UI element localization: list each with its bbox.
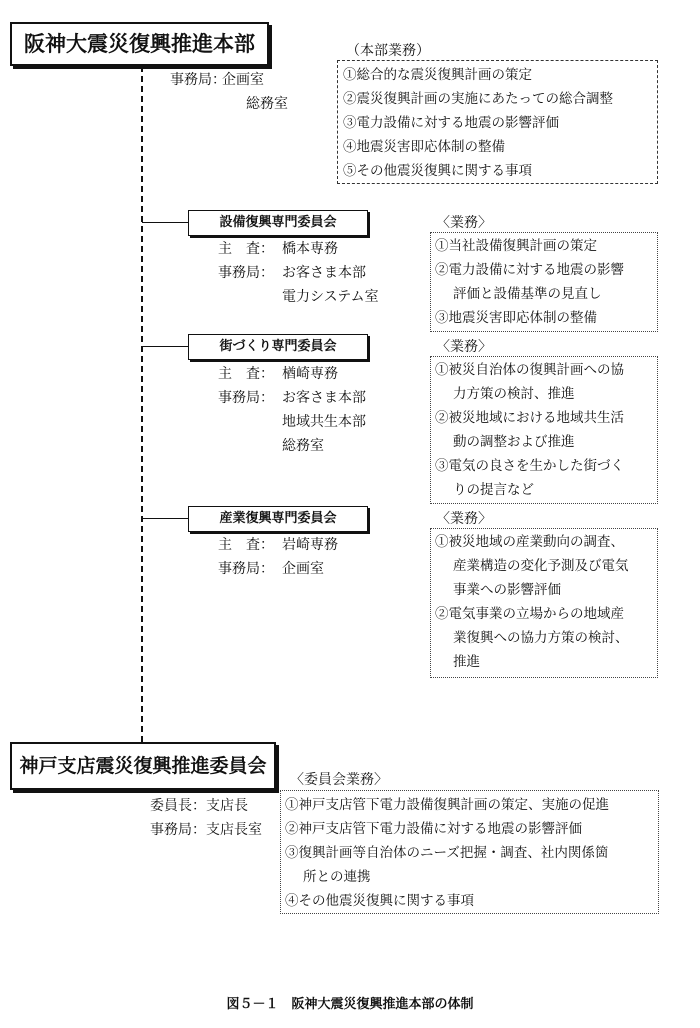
org-connector-line xyxy=(141,66,143,742)
hq-duties-heading: （本部業務） xyxy=(346,43,430,59)
hq-secretariat-label: 事務局： xyxy=(170,72,226,88)
hq-duties-box xyxy=(337,60,658,184)
committee-3-duty-item: 業復興への協力方策の検討、 xyxy=(453,630,629,646)
hq-title: 阪神大震災復興推進本部 xyxy=(10,22,269,66)
kobe-duty-item: ④その他震災復興に関する事項 xyxy=(285,893,474,909)
committee-2-duties-box xyxy=(430,356,658,504)
committee-2-secretariat-2: 地域共生本部 xyxy=(282,414,366,430)
committee-3-duty-item: 事業への影響評価 xyxy=(453,582,561,598)
committee-2-duty-item: 力方策の検討、推進 xyxy=(453,386,575,402)
committee-3-duty-item: 推進 xyxy=(453,654,480,670)
kobe-chair-label: 委員長： xyxy=(150,798,206,814)
committee-3-chief: 岩崎専務 xyxy=(282,537,338,553)
hq-duty-item: ③電力設備に対する地震の影響評価 xyxy=(343,115,559,131)
kobe-duty-item: 所との連携 xyxy=(303,869,371,885)
kobe-secretariat: 支店長室 xyxy=(206,822,262,838)
kobe-duties-box xyxy=(280,790,659,914)
hq-duty-item: ②震災復興計画の実施にあたっての総合調整 xyxy=(343,91,613,107)
committee-2-connector xyxy=(142,346,188,347)
committee-3-connector xyxy=(142,518,188,519)
kobe-duty-item: ③復興計画等自治体のニーズ把握・調査、社内関係箇 xyxy=(285,845,609,861)
committee-3-duty-item: ②電気事業の立場からの地域産 xyxy=(435,606,624,622)
committee-1-connector xyxy=(142,222,188,223)
hq-secretariat-1: 企画室 xyxy=(222,72,264,88)
committee-2-duty-item: 動の調整および推進 xyxy=(453,434,575,450)
hq-duty-item: ④地震災害即応体制の整備 xyxy=(343,139,505,155)
committee-2-duty-item: ①被災自治体の復興計画への協 xyxy=(435,362,624,378)
committee-3-duty-item: ①被災地域の産業動向の調査、 xyxy=(435,534,624,550)
committee-2-duty-item: ③電気の良さを生かした街づく xyxy=(435,458,624,474)
hq-duty-item: ⑤その他震災復興に関する事項 xyxy=(343,163,532,179)
committee-2-secretariat-label: 事務局： xyxy=(218,390,274,406)
committee-2-secretariat-3: 総務室 xyxy=(282,438,324,454)
figure-caption: 図５－１ 阪神大震災復興推進本部の体制 xyxy=(226,997,474,1012)
committee-2-secretariat-1: お客さま本部 xyxy=(282,390,366,406)
committee-3-title: 産業復興専門委員会 xyxy=(188,506,368,532)
committee-1-chief-label: 主 査： xyxy=(218,241,274,257)
committee-1-duty-item: ③地震災害即応体制の整備 xyxy=(435,310,597,326)
kobe-duty-item: ②神戸支店管下電力設備に対する地震の影響評価 xyxy=(285,821,582,837)
committee-1-duty-item: 評価と設備基準の見直し xyxy=(453,286,602,302)
committee-3-duty-item: 産業構造の変化予測及び電気 xyxy=(453,558,629,574)
kobe-committee-title: 神戸支店震災復興推進委員会 xyxy=(10,742,276,790)
committee-1-duty-item: ①当社設備復興計画の策定 xyxy=(435,238,597,254)
kobe-duties-heading: 〈委員会業務〉 xyxy=(290,772,388,788)
committee-2-duties-heading: 〈業務〉 xyxy=(436,339,492,355)
committee-2-duty-item: ②被災地域における地域共生活 xyxy=(435,410,624,426)
committee-3-duties-heading: 〈業務〉 xyxy=(436,511,492,527)
committee-1-duties-heading: 〈業務〉 xyxy=(436,215,492,231)
committee-1-secretariat-label: 事務局： xyxy=(218,265,274,281)
committee-1-title: 設備復興専門委員会 xyxy=(188,210,368,236)
committee-3-chief-label: 主 査： xyxy=(218,537,274,553)
committee-1-secretariat-2: 電力システム室 xyxy=(282,289,379,305)
committee-2-chief: 楢崎専務 xyxy=(282,366,338,382)
hq-secretariat-2: 総務室 xyxy=(246,96,288,112)
committee-3-secretariat-label: 事務局： xyxy=(218,561,274,577)
committee-1-duty-item: ②電力設備に対する地震の影響 xyxy=(435,262,624,278)
committee-2-duty-item: りの提言など xyxy=(453,482,534,498)
committee-1-secretariat-1: お客さま本部 xyxy=(282,265,366,281)
committee-3-duties-box xyxy=(430,528,658,678)
kobe-duty-item: ①神戸支店管下電力設備復興計画の策定、実施の促進 xyxy=(285,797,609,813)
committee-1-duties-box xyxy=(430,232,658,332)
committee-2-title: 街づくり専門委員会 xyxy=(188,334,368,360)
committee-1-chief: 橋本専務 xyxy=(282,241,338,257)
kobe-chair: 支店長 xyxy=(206,798,248,814)
hq-duty-item: ①総合的な震災復興計画の策定 xyxy=(343,67,532,83)
kobe-secretariat-label: 事務局： xyxy=(150,822,206,838)
committee-3-secretariat-1: 企画室 xyxy=(282,561,324,577)
committee-2-chief-label: 主 査： xyxy=(218,366,274,382)
